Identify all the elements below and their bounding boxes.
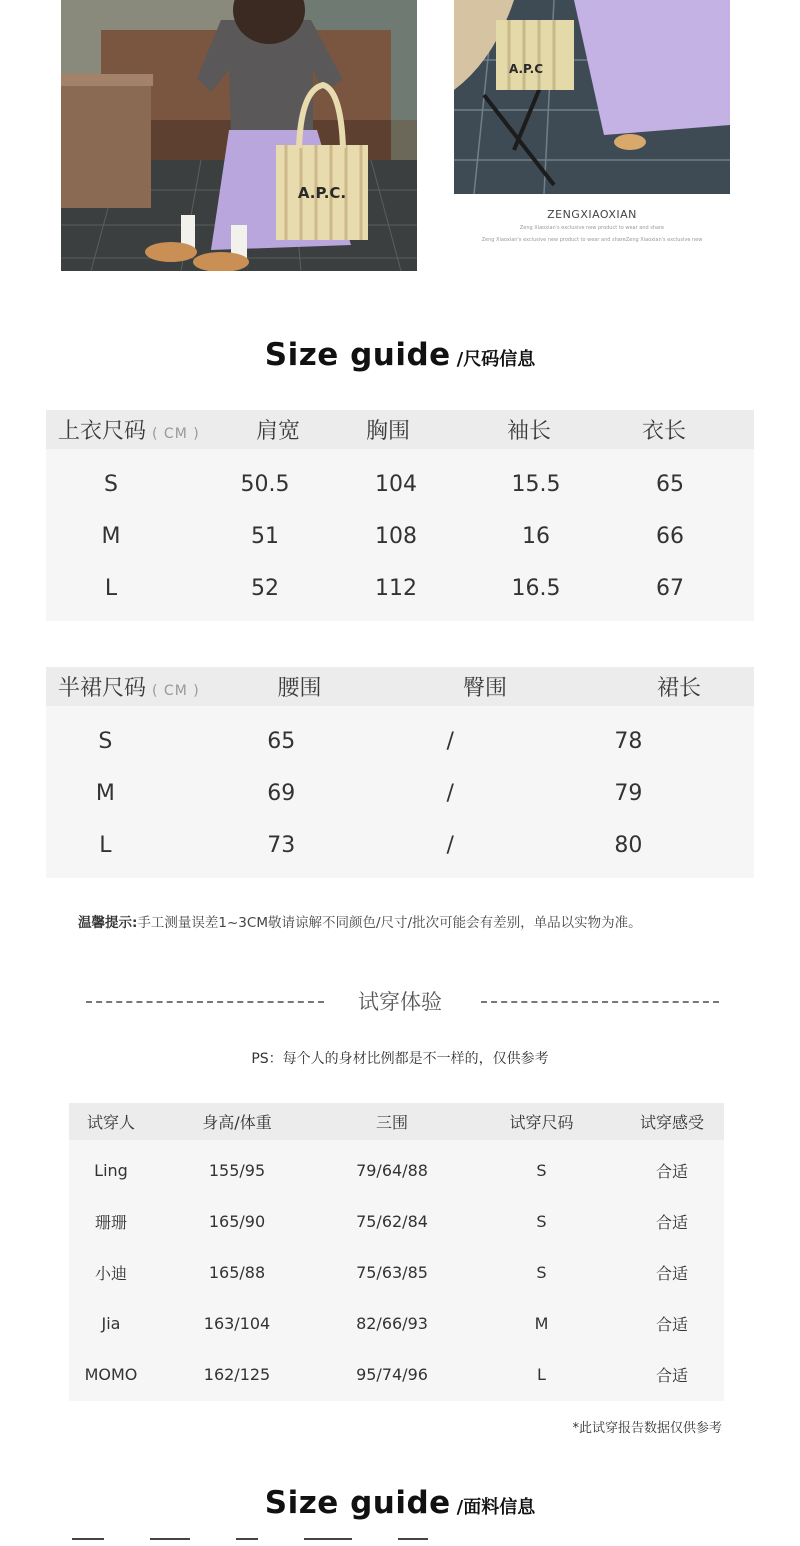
size-cell: L [99, 832, 112, 858]
length-cell: 67 [656, 575, 684, 601]
header-fit-feeling: 试穿感受 [639, 1113, 704, 1132]
tried-size: S [536, 1161, 547, 1180]
waist-cell: 69 [267, 780, 296, 806]
header-length: 衣长 [641, 419, 686, 444]
size-guide-subheading: /尺码信息 [456, 349, 536, 370]
hip-cell: / [446, 728, 454, 754]
table-row [46, 510, 754, 562]
top-size-table [46, 410, 754, 621]
skirt-size-label-cell [46, 671, 243, 702]
table-row [69, 1298, 724, 1349]
shoulder-cell: 52 [251, 575, 279, 601]
tester-name: Ling [94, 1161, 128, 1180]
size-cell: M [101, 523, 121, 549]
header-measurements: 三围 [375, 1113, 408, 1132]
chest-cell: 104 [375, 471, 417, 497]
skirt-size-label: 半裙尺码 [58, 676, 147, 701]
bag-logo-text-left: A.P.C. [297, 184, 347, 202]
divider-right [481, 1001, 719, 1003]
brand-caption [454, 208, 730, 245]
measurements: 95/74/96 [356, 1365, 428, 1384]
tip-label: 温馨提示: [78, 915, 138, 931]
length-cell: 66 [656, 523, 684, 549]
table-row [46, 715, 754, 767]
chest-cell: 108 [375, 523, 417, 549]
size-cell: S [98, 728, 113, 754]
size-cell: M [95, 780, 115, 806]
header-hip: 臀围 [462, 676, 507, 701]
waist-cell: 73 [267, 832, 296, 858]
tried-size: S [536, 1212, 547, 1231]
tried-size: M [534, 1314, 549, 1333]
height-weight: 155/95 [208, 1161, 266, 1180]
height-weight: 165/88 [208, 1263, 266, 1282]
unit-label: ( CM ) [152, 426, 200, 442]
header-tried-size: 试穿尺码 [509, 1113, 574, 1132]
height-weight: 163/104 [203, 1314, 271, 1333]
tryon-table [69, 1103, 724, 1401]
height-weight: 165/90 [208, 1212, 266, 1231]
header-waist: 腰围 [277, 676, 322, 701]
tryon-table-header [69, 1103, 724, 1140]
header-height-weight: 身高/体重 [202, 1113, 272, 1132]
sleeve-cell: 16.5 [511, 575, 561, 601]
sleeve-cell: 15.5 [511, 471, 561, 497]
table-row [46, 819, 754, 871]
top-size-label-cell [46, 414, 234, 445]
hip-cell: / [446, 832, 454, 858]
measurements: 75/63/85 [356, 1263, 428, 1282]
length-cell: 65 [656, 471, 684, 497]
skirt-length-cell: 78 [614, 728, 643, 754]
fabric-guide-subheading: /面料信息 [456, 1497, 536, 1518]
fit-feeling: 合适 [655, 1213, 688, 1232]
model-photo-left [61, 0, 417, 271]
measurements: 79/64/88 [356, 1161, 428, 1180]
chest-cell: 112 [375, 575, 417, 601]
size-cell: S [104, 471, 118, 497]
table-row [69, 1247, 724, 1298]
tester-name: 珊珊 [94, 1213, 127, 1232]
tryon-footnote: *此试穿报告数据仅供参考 [572, 1421, 722, 1436]
measurement-tip [78, 911, 642, 931]
header-chest: 胸围 [365, 419, 410, 444]
top-size-label: 上衣尺码 [58, 419, 147, 444]
brand-subline-1: Zeng Xiaoxian's exclusive new product to wear and share [519, 225, 665, 231]
size-cell: L [104, 575, 118, 601]
tester-name: Jia [101, 1314, 121, 1333]
header-tester: 试穿人 [86, 1113, 135, 1132]
tryon-header [0, 986, 800, 1018]
table-row [46, 562, 754, 614]
shoulder-cell: 51 [251, 523, 279, 549]
fit-feeling: 合适 [655, 1315, 688, 1334]
brand-subline-2: Zeng Xiaoxian's exclusive new product to wear and shareZeng Xiaoxian's exclusive new [481, 237, 703, 243]
size-guide-heading: Size guide [264, 337, 451, 373]
table-row [69, 1145, 724, 1196]
tester-name: MOMO [84, 1365, 138, 1384]
model-photo-right [454, 0, 730, 194]
skirt-size-table [46, 667, 754, 878]
skirt-length-cell: 80 [614, 832, 643, 858]
sleeve-cell: 16 [522, 523, 550, 549]
header-skirt-length: 裙长 [656, 676, 701, 701]
measurements: 75/62/84 [356, 1212, 428, 1231]
size-guide-title [0, 337, 800, 373]
fit-feeling: 合适 [655, 1264, 688, 1283]
fit-feeling: 合适 [655, 1366, 688, 1385]
fabric-guide-heading: Size guide [264, 1485, 451, 1521]
brand-name: ZENGXIAOXIAN [547, 208, 637, 221]
table-row [46, 458, 754, 510]
tried-size: L [537, 1365, 546, 1384]
waist-cell: 65 [267, 728, 296, 754]
table-row [69, 1349, 724, 1400]
fit-feeling: 合适 [655, 1162, 688, 1181]
hip-cell: / [446, 780, 454, 806]
header-shoulder: 肩宽 [255, 419, 300, 444]
table-row [69, 1196, 724, 1247]
tryon-title: 试穿体验 [358, 990, 442, 1014]
bag-logo-text-right: A.P.C [508, 62, 544, 76]
skirt-length-cell: 79 [614, 780, 643, 806]
measurements: 82/66/93 [356, 1314, 428, 1333]
tryon-ps-note: PS：每个人的身材比例都是不一样的，仅供参考 [251, 1051, 549, 1067]
unit-label: ( CM ) [152, 683, 200, 699]
cut-off-content [72, 1538, 492, 1546]
skirt-size-table-header [46, 667, 754, 706]
top-size-table-header [46, 410, 754, 449]
table-row [46, 767, 754, 819]
tester-name: 小迪 [94, 1264, 127, 1283]
header-sleeve: 袖长 [506, 419, 551, 444]
shoulder-cell: 50.5 [240, 471, 290, 497]
tip-text: 手工测量误差1~3CM敬请谅解不同颜色/尺寸/批次可能会有差别，单品以实物为准。 [137, 915, 642, 931]
fabric-guide-title [0, 1485, 800, 1521]
tried-size: S [536, 1263, 547, 1282]
height-weight: 162/125 [203, 1365, 271, 1384]
